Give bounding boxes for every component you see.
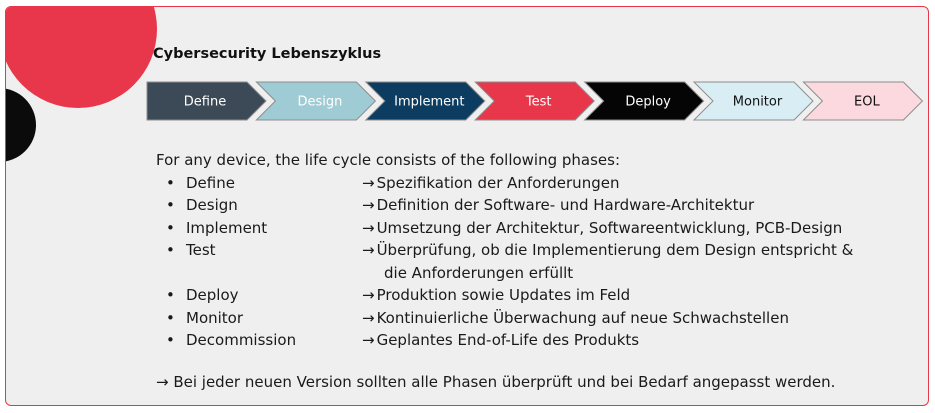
phase-description-text (362, 217, 902, 240)
decorative-red-circle (6, 7, 157, 108)
intro-text: For any device, the life cycle consists of the following phases: (156, 151, 621, 169)
chevron-label: Deploy (625, 94, 671, 110)
phase-description-text (362, 329, 902, 352)
arrow-right-icon: → (362, 218, 375, 237)
phase-term: Deploy (186, 286, 239, 304)
phase-list-item (156, 194, 902, 217)
footer-note: → Bei jeder neuen Version sollten alle Phasen überprüft und bei Bedarf angepasst werden. (156, 373, 836, 391)
phase-description-line: Spezifikation der Anforderungen (376, 173, 620, 192)
phase-list (156, 172, 902, 352)
bullet-icon: • (166, 196, 175, 214)
bullet-icon: • (166, 173, 175, 192)
phase-term: Implement (186, 218, 268, 237)
phase-description-line: Produktion sowie Updates im Feld (376, 286, 631, 304)
phase-description-line: Kontinuierliche Überwachung auf neue Schwachstellen (376, 308, 789, 327)
chevron-label: EOL (854, 94, 880, 110)
phase-description-line: Umsetzung der Architektur, Softwareentwicklung, PCB-Design (376, 218, 843, 237)
arrow-right-icon: → (362, 331, 375, 349)
phase-description-text (362, 284, 902, 307)
phase-description-text (362, 307, 902, 330)
phase-chevron-define[interactable] (147, 82, 266, 120)
phase-description-text (362, 194, 902, 217)
phase-term: Design (186, 196, 238, 214)
phase-list-item (156, 217, 902, 240)
phase-list-item (156, 307, 902, 330)
bullet-icon: • (166, 241, 175, 259)
lifecycle-card (5, 6, 929, 406)
phase-description-continuation: die Anforderungen erfüllt (384, 263, 574, 282)
phase-list-item (156, 284, 902, 307)
slide-title: Cybersecurity Lebenszyklus (153, 46, 382, 62)
phase-description-text (362, 239, 902, 284)
chevron-label: Define (183, 94, 227, 110)
arrow-right-icon: → (362, 241, 375, 259)
phase-description-line: Geplantes End-of-Life des Produkts (376, 331, 640, 349)
chevron-label: Implement (394, 94, 465, 110)
decorative-black-circle (6, 88, 36, 162)
phase-term: Test (186, 241, 216, 259)
phase-list-item (156, 239, 902, 284)
phase-description (156, 149, 902, 352)
phase-description-text (362, 172, 902, 195)
phase-list-item (156, 329, 902, 352)
bullet-icon: • (166, 331, 175, 349)
bullet-icon: • (166, 308, 175, 327)
phase-description-line: Überprüfung, ob die Implementierung dem Design entspricht & (376, 241, 854, 259)
phase-term: Define (186, 173, 235, 192)
arrow-right-icon: → (362, 286, 375, 304)
phase-term: Monitor (186, 308, 244, 327)
bullet-icon: • (166, 218, 175, 237)
chevron-label: Design (297, 94, 343, 110)
arrow-right-icon: → (362, 308, 375, 327)
arrow-right-icon: → (362, 173, 375, 192)
chevron-label: Test (525, 94, 552, 110)
bullet-icon: • (166, 286, 175, 304)
phase-description-line: Definition der Software- und Hardware-Architektur (376, 196, 755, 214)
arrow-right-icon: → (362, 196, 375, 214)
chevron-label: Monitor (732, 94, 783, 110)
phase-list-item (156, 172, 902, 195)
phase-term: Decommission (186, 331, 297, 349)
